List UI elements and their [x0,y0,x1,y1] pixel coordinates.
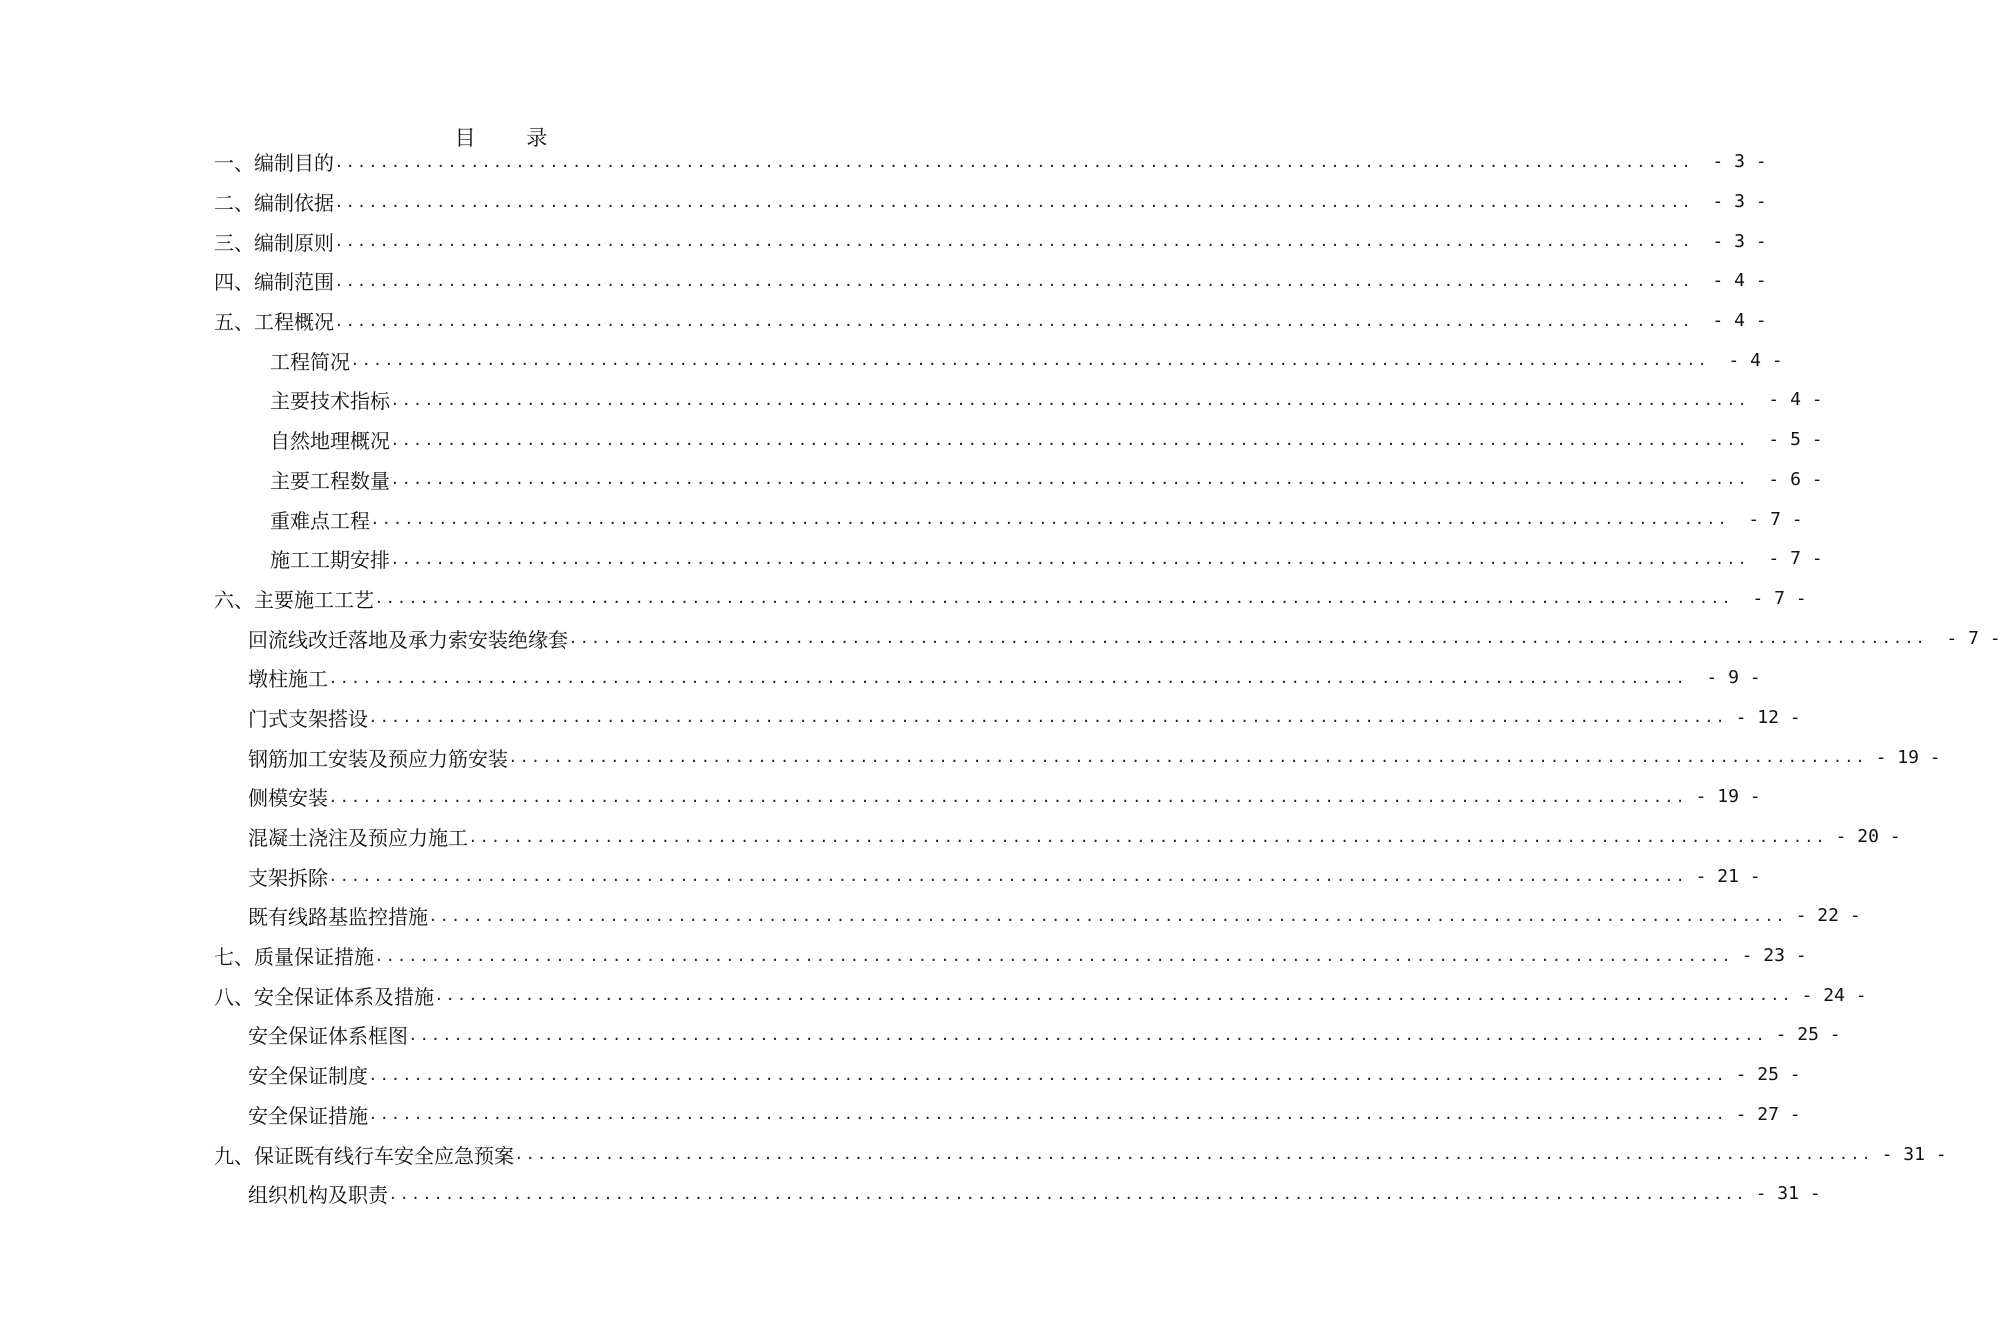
toc-page-number: - 5 - [1768,429,1823,451]
toc-dot-leader: ........................................................................................................................ [392,547,1751,569]
toc-entry-label: 三、编制原则 [214,230,334,255]
toc-entry-label: 主要技术指标 [270,389,390,414]
toc-page-number: - 23 - [1741,945,1807,967]
toc-page-number: - 7 - [1748,508,1803,530]
toc-page-number: - 4 - [1712,310,1767,332]
toc-entry[interactable] [0,1134,1947,1174]
toc-page-number: - 31 - [1755,1183,1821,1205]
toc-dot-leader: ........................................................................................................................ [336,190,1695,212]
toc-page-number: - 3 - [1712,191,1767,213]
toc-page-number: - 4 - [1728,349,1783,371]
toc-entry[interactable] [0,698,1801,738]
toc-entry-label: 钢筋加工安装及预应力筋安装 [248,746,508,771]
toc-entry[interactable] [0,1095,1801,1135]
toc-dot-leader: ........................................................................................................................ [336,269,1695,291]
toc-dot-leader: ........................................................................................................................ [336,150,1695,172]
toc-entry[interactable] [0,460,1823,500]
toc-entry-label: 支架拆除 [248,865,328,890]
toc-dot-leader: ........................................................................................................................ [370,1063,1729,1085]
toc-dot-leader: ........................................................................................................................ [470,825,1829,847]
toc-entry-label: 门式支架搭设 [248,706,368,731]
toc-entry[interactable] [0,1015,1841,1055]
toc-dot-leader: ........................................................................................................................ [376,587,1735,609]
toc-dot-leader: ........................................................................................................................ [392,388,1751,410]
toc-entry[interactable] [0,221,1767,261]
toc-entry[interactable] [0,340,1783,380]
toc-list [0,142,2001,1214]
toc-page-number: - 3 - [1712,230,1767,252]
toc-entry[interactable] [0,1055,1801,1095]
toc-dot-leader: ........................................................................................................................ [436,984,1795,1006]
toc-page-number: - 19 - [1695,786,1761,808]
toc-entry[interactable] [0,380,1823,420]
toc-entry[interactable] [0,499,1803,539]
toc-page-number: - 4 - [1712,270,1767,292]
toc-entry[interactable] [0,817,1901,857]
toc-entry-label: 组织机构及职责 [248,1183,388,1208]
toc-entry-label: 安全保证体系框图 [248,1024,408,1049]
toc-dot-leader: ........................................................................................................................ [330,865,1689,887]
toc-entry-label: 施工工期安排 [270,548,390,573]
toc-entry-label: 八、安全保证体系及措施 [214,984,434,1009]
toc-entry-label: 工程简况 [270,349,350,374]
toc-entry[interactable] [0,896,1861,936]
toc-dot-leader: ........................................................................................................................ [376,944,1735,966]
toc-entry[interactable] [0,539,1823,579]
toc-entry-label: 回流线改迁落地及承力索安装绝缘套 [248,627,568,652]
toc-page-number: - 25 - [1735,1064,1801,1086]
toc-entry-label: 混凝土浇注及预应力施工 [248,826,468,851]
toc-dot-leader: ........................................................................................................................ [570,627,1929,649]
toc-dot-leader: ........................................................................................................................ [516,1143,1875,1165]
toc-page-number: - 9 - [1706,667,1761,689]
toc-page-number: - 4 - [1768,389,1823,411]
toc-dot-leader: ........................................................................................................................ [330,785,1689,807]
toc-page-number: - 25 - [1775,1024,1841,1046]
toc-page-number: - 31 - [1881,1143,1947,1165]
toc-title: 目 录 [454,126,570,150]
toc-entry[interactable] [0,182,1767,222]
toc-page-number: - 7 - [1768,548,1823,570]
toc-dot-leader: ........................................................................................................................ [336,230,1695,252]
toc-dot-leader: ........................................................................................................................ [430,904,1789,926]
toc-dot-leader: ........................................................................................................................ [336,309,1695,331]
toc-page-number: - 6 - [1768,468,1823,490]
toc-entry[interactable] [0,301,1767,341]
toc-page-number: - 24 - [1801,984,1867,1006]
toc-page-number: - 7 - [1752,587,1807,609]
toc-entry-label: 四、编制范围 [214,270,334,295]
toc-dot-leader: ........................................................................................................................ [392,468,1751,490]
toc-entry[interactable] [0,579,1807,619]
toc-entry-label: 九、保证既有线行车安全应急预案 [214,1143,514,1168]
toc-entry[interactable] [0,777,1761,817]
toc-entry[interactable] [0,1174,1821,1214]
toc-entry[interactable] [0,936,1807,976]
toc-page-number: - 19 - [1875,746,1941,768]
toc-entry-label: 既有线路基监控措施 [248,905,428,930]
toc-page-number: - 22 - [1795,905,1861,927]
toc-dot-leader: ........................................................................................................................ [410,1023,1769,1045]
toc-page-number: - 3 - [1712,151,1767,173]
toc-entry-label: 二、编制依据 [214,191,334,216]
toc-entry-label: 六、主要施工工艺 [214,587,374,612]
toc-dot-leader: ........................................................................................................................ [372,508,1731,530]
toc-entry[interactable] [0,975,1867,1015]
toc-page-number: - 27 - [1735,1103,1801,1125]
toc-dot-leader: ........................................................................................................................ [330,666,1689,688]
toc-entry[interactable] [0,658,1761,698]
toc-entry-label: 七、质量保证措施 [214,945,374,970]
toc-entry[interactable] [0,261,1767,301]
toc-dot-leader: ........................................................................................................................ [390,1182,1749,1204]
toc-entry[interactable] [0,618,2001,658]
toc-entry-label: 安全保证制度 [248,1064,368,1089]
toc-dot-leader: ........................................................................................................................ [352,349,1711,371]
toc-entry[interactable] [0,142,1767,182]
toc-page-number: - 12 - [1735,706,1801,728]
toc-entry-label: 主要工程数量 [270,468,390,493]
toc-entry-label: 安全保证措施 [248,1103,368,1128]
toc-dot-leader: ........................................................................................................................ [370,706,1729,728]
toc-entry-label: 重难点工程 [270,508,370,533]
toc-dot-leader: ........................................................................................................................ [392,428,1751,450]
toc-entry-label: 侧模安装 [248,786,328,811]
toc-entry-label: 一、编制目的 [214,151,334,176]
toc-entry-label: 墩柱施工 [248,667,328,692]
toc-entry-label: 五、工程概况 [214,310,334,335]
toc-entry-label: 自然地理概况 [270,429,390,454]
toc-entry[interactable] [0,856,1761,896]
toc-dot-leader: ........................................................................................................................ [370,1103,1729,1125]
toc-dot-leader: ........................................................................................................................ [510,746,1869,768]
toc-page-number: - 20 - [1835,826,1901,848]
toc-page-number: - 7 - [1946,627,2001,649]
toc-page-number: - 21 - [1695,865,1761,887]
toc-entry[interactable] [0,737,1941,777]
toc-entry[interactable] [0,420,1823,460]
